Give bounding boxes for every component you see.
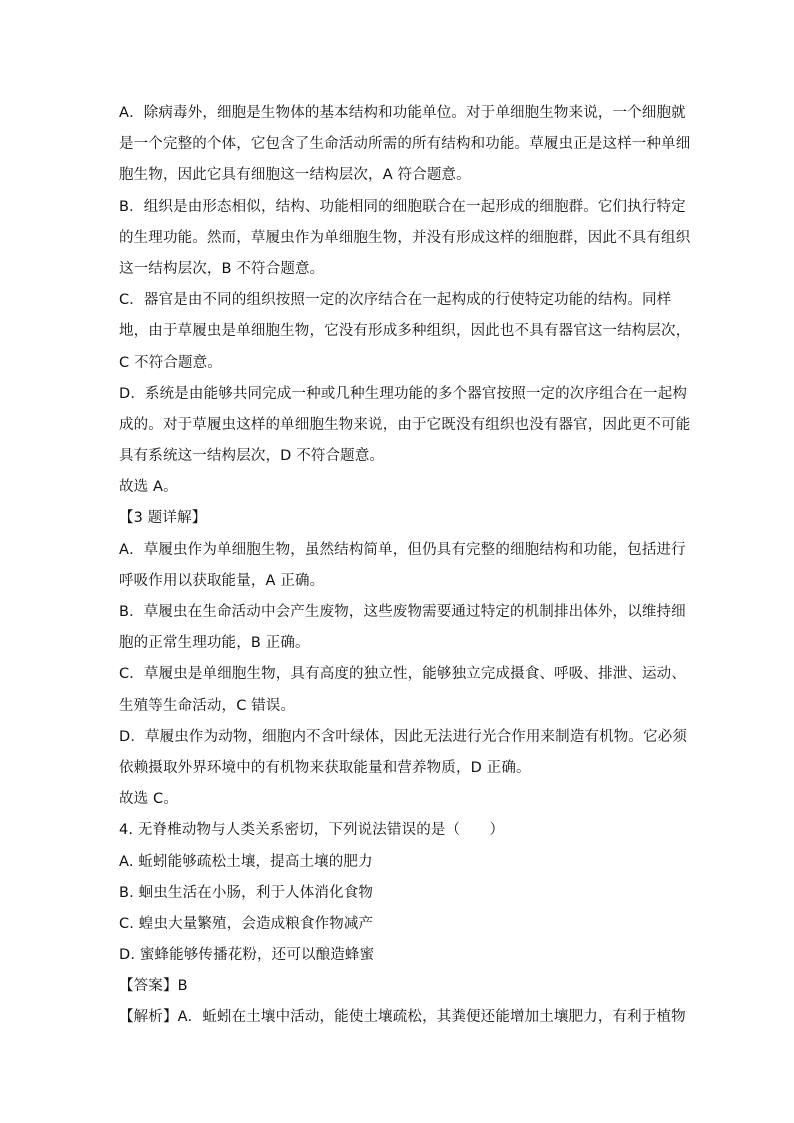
analysis-paragraph: [119, 1002, 686, 1033]
text-line: 是一个完整的个体，它包含了生命活动所需的所有结构和功能。草履虫正是这样一种单细: [119, 136, 691, 153]
text-line: A．除病毒外，细胞是生物体的基本结构和功能单位。对于单细胞生物来说，一个细胞就: [119, 105, 686, 121]
text-line: A．草履虫作为单细胞生物，虽然结构简单，但仍具有完整的细胞结构和功能，包括进行: [119, 541, 686, 558]
explanation-paragraph: [119, 659, 686, 721]
text-line: 【3 题详解】: [119, 510, 207, 527]
explanation-paragraph: [119, 285, 691, 379]
question-stem: [119, 815, 667, 846]
text-line: B．组织是由形态相似，结构、功能相同的细胞联合在一起形成的细胞群。它们执行特定: [119, 198, 686, 215]
explanation-paragraph: [119, 472, 667, 503]
text-line: 成的。对于草履虫这样的单细胞生物来说，由于它既没有组织也没有器官，因此更不可能: [119, 416, 691, 433]
answer-option: [119, 909, 667, 940]
text-line: 这一结构层次，B 不符合题意。: [119, 260, 325, 277]
text-line: 4. 无脊椎动物与人类关系密切，下列说法错误的是（ ）: [119, 822, 505, 839]
text-line: 生殖等生命活动，C 错误。: [119, 697, 296, 714]
answer-option: [119, 878, 667, 909]
text-line: C．草履虫是单细胞生物，具有高度的独立性，能够独立完成摄食、呼吸、排泄、运动、: [119, 666, 686, 683]
text-line: 胞的正常生理功能，B 正确。: [119, 635, 310, 652]
text-line: 具有系统这一结构层次，D 不符合题意。: [119, 448, 385, 465]
explanation-paragraph: [119, 98, 691, 192]
answer-line: [119, 971, 667, 1002]
text-line: 【解析】A．蚯蚓在土壤中活动，能使土壤疏松，其粪便还能增加土壤肥力，有利于植物: [119, 1009, 686, 1026]
text-line: D．系统是由能够共同完成一种或几种生理功能的多个器官按照一定的次序组合在一起构: [119, 385, 688, 402]
answer-option: [119, 940, 667, 971]
text-line: A. 蚯蚓能够疏松土壤，提高土壤的肥力: [119, 853, 373, 870]
explanation-paragraph: [119, 597, 686, 659]
text-line: 地，由于草履虫是单细胞生物，它没有形成多种组织，因此也不具有器官这一结构层次，: [119, 323, 691, 340]
text-line: 的生理功能。然而，草履虫作为单细胞生物，并没有形成这样的细胞群，因此不具有组织: [119, 229, 691, 246]
explanation-paragraph: [119, 535, 686, 597]
explanation-paragraph: [119, 192, 691, 286]
text-line: 呼吸作用以获取能量，A 正确。: [119, 572, 325, 589]
text-line: 【答案】B: [119, 978, 188, 995]
explanation-paragraph: [119, 784, 667, 815]
text-line: B. 蛔虫生活在小肠，利于人体消化食物: [119, 884, 374, 901]
text-line: 依赖摄取外界环境中的有机物来获取能量和营养物质，D 正确。: [119, 759, 531, 776]
text-line: D. 蜜蜂能够传播花粉，还可以酿造蜂蜜: [119, 947, 375, 964]
text-line: 胞生物，因此它具有细胞这一结构层次，A 符合题意。: [119, 167, 471, 184]
text-line: 故选 A。: [119, 479, 178, 496]
explanation-paragraph: [119, 722, 688, 784]
explanation-paragraph: [119, 379, 691, 473]
text-line: B．草履虫在生命活动中会产生废物，这些废物需要通过特定的机制排出体外，以维持细: [119, 604, 686, 620]
answer-option: [119, 847, 667, 878]
text-line: D．草履虫作为动物，细胞内不含叶绿体，因此无法进行光合作用来制造有机物。它必须: [119, 728, 688, 745]
text-line: C 不符合题意。: [119, 354, 222, 371]
text-line: C. 蝗虫大量繁殖，会造成粮食作物减产: [119, 915, 374, 932]
text-line: 故选 C。: [119, 791, 178, 808]
section-heading: [119, 503, 667, 534]
document-body: [119, 98, 691, 1034]
text-line: C．器官是由不同的组织按照一定的次序结合在一起构成的行使特定功能的结构。同样: [119, 292, 672, 309]
